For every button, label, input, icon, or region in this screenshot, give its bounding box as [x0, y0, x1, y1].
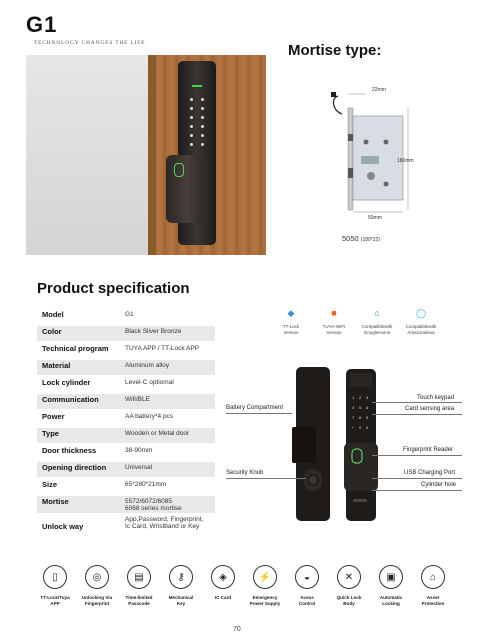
ic-card-icon: ◈	[211, 565, 235, 589]
spec-row	[37, 309, 215, 324]
spec-value	[125, 516, 203, 530]
tuya-wifi-icon: ■	[331, 308, 337, 318]
spec-row	[37, 326, 215, 341]
platform-label: Compatiblewith Amazonalexa	[405, 324, 437, 335]
lock-installed-photo	[26, 55, 266, 255]
phone-icon: ▯	[43, 565, 67, 589]
spec-row	[37, 343, 215, 358]
spec-label: Door thickness	[42, 446, 97, 455]
spec-label: Type	[42, 429, 59, 438]
callout-battery-line	[226, 413, 292, 414]
spec-value-line: G1	[125, 311, 134, 318]
spec-label: Size	[42, 480, 58, 489]
spec-row	[37, 360, 215, 375]
spec-value-line: Aluminum alloy	[125, 362, 170, 369]
fingerprint-icon: ◎	[85, 565, 109, 589]
platform-label: TUYA-WIFI Version	[322, 324, 346, 335]
callout-knob: Security Knob	[226, 470, 264, 476]
spec-value-line: App,Password, Fingerprint,	[125, 516, 204, 523]
feature-label: Unlocking Via Fingerprint	[81, 595, 113, 606]
feature-item	[371, 565, 411, 607]
callout-card-line	[372, 414, 462, 415]
callout-battery: Battery Compartment	[226, 405, 284, 411]
spec-label: Power	[42, 412, 65, 421]
feature-item	[329, 565, 369, 607]
spec-row	[37, 462, 215, 477]
spec-label: Material	[42, 361, 71, 370]
spec-value	[125, 447, 152, 454]
svg-text:3: 3	[366, 395, 369, 400]
callout-card: Card sensing area	[405, 406, 455, 412]
spec-value	[125, 396, 150, 403]
auto-lock-icon: ▣	[379, 565, 403, 589]
spec-value	[125, 464, 152, 471]
spec-label: Mortise	[42, 497, 69, 506]
spec-label: Opening direction	[42, 463, 107, 472]
mortise-size-label: 5050	[342, 234, 359, 243]
spec-value-line: 65*280*21mm	[125, 481, 167, 488]
spec-title: Product specification	[37, 280, 190, 297]
page-number: 70	[233, 626, 241, 633]
spec-value-line: Ic Card, Wristband or Key	[125, 523, 200, 530]
platform-item	[401, 305, 441, 335]
spec-label: Communication	[42, 395, 99, 404]
spec-value	[125, 345, 199, 352]
spec-value-line: TUYA APP / TT-Lock APP	[125, 345, 200, 352]
callout-fingerprint-line	[372, 455, 462, 456]
svg-text:1: 1	[352, 395, 355, 400]
feature-label: Quick Lock Body	[336, 595, 362, 606]
feature-label: Asset Protection	[421, 595, 445, 606]
feature-item	[413, 565, 453, 607]
spec-row	[37, 514, 215, 540]
platform-label: Compatiblewith GoogleHome	[361, 324, 393, 335]
brand-tagline: TECHNOLOGY CHANGES THE LIFE	[34, 40, 146, 46]
svg-text:6: 6	[366, 405, 369, 410]
feature-item	[203, 565, 243, 601]
mortise-dim-bottom: 50mm	[368, 215, 382, 221]
platform-label: TT-Lock Version	[282, 324, 300, 335]
callout-usb: USB Charging Port	[404, 470, 456, 476]
spec-label: Model	[42, 310, 64, 319]
feature-item	[161, 565, 201, 607]
spec-row	[37, 411, 215, 426]
spec-row	[37, 428, 215, 443]
feature-label: Mechanical Key	[168, 595, 194, 606]
callout-keypad: Touch keypad	[417, 395, 455, 401]
svg-text:8: 8	[359, 415, 362, 420]
spec-value	[125, 311, 134, 318]
spec-value-line: 38-90mm	[125, 447, 153, 454]
spec-label: Color	[42, 327, 62, 336]
callout-cylinder: Cylinder hole	[421, 482, 457, 488]
mortise-size-note: (180*22)	[360, 237, 380, 243]
spec-value	[125, 379, 174, 386]
callout-cylinder-line	[372, 490, 462, 491]
feature-label: IC Card	[214, 595, 232, 600]
spec-row	[37, 479, 215, 494]
spec-value	[125, 413, 173, 420]
callout-usb-line	[372, 478, 462, 479]
access-control-icon: ◒	[295, 565, 319, 589]
spec-value	[125, 328, 181, 335]
svg-text:#: #	[366, 425, 369, 430]
spec-value-line: Wooden or Metal door	[125, 430, 190, 437]
svg-text:5: 5	[359, 405, 362, 410]
svg-text:0: 0	[359, 425, 362, 430]
google-home-icon: ⌂	[374, 308, 380, 318]
feature-item	[245, 565, 285, 607]
svg-text:4: 4	[352, 405, 355, 410]
spec-value-line: Black Sliver Bronze	[125, 328, 182, 335]
callout-fingerprint: Fingerprint Reader	[403, 447, 454, 453]
spec-value-line: AA battery*4 pcs	[125, 413, 174, 420]
spec-value	[125, 362, 169, 369]
mortise-drawing	[326, 84, 416, 254]
mortise-dim-height: 180mm	[397, 158, 414, 164]
spec-label: Lock cylinder	[42, 378, 91, 387]
spec-value-line: 5572/6072/6085	[125, 498, 172, 505]
callout-keypad-line	[372, 402, 462, 403]
feature-item	[119, 565, 159, 607]
feature-label: Time-limited Passcode	[125, 595, 153, 606]
battery-icon: ⚡	[253, 565, 277, 589]
svg-text:2: 2	[359, 395, 362, 400]
feature-item	[287, 565, 327, 607]
svg-text:7: 7	[352, 415, 355, 420]
spec-value-line: Level-C optiomal	[125, 379, 174, 386]
feature-item	[77, 565, 117, 607]
spec-label: Unlock way	[42, 522, 84, 531]
spec-value	[125, 481, 166, 488]
feature-label: Acess Control	[298, 595, 316, 606]
spec-row	[37, 394, 215, 409]
feature-label: Automatic Locking	[379, 595, 403, 606]
quick-lock-icon: ✕	[337, 565, 361, 589]
svg-text:9: 9	[366, 415, 369, 420]
spec-value	[125, 498, 182, 512]
mortise-heading: Mortise type:	[288, 42, 382, 59]
spec-value	[125, 430, 189, 437]
spec-value-line: Universal	[125, 464, 153, 471]
mortise-dim-top: 22mm	[372, 87, 386, 93]
platform-item	[314, 305, 354, 335]
feature-label: Emergency Power Supply	[249, 595, 281, 606]
feature-label: TT-Lock/Tuya APP	[40, 595, 70, 606]
mortise-size	[342, 234, 380, 243]
spec-row	[37, 496, 215, 513]
spec-row	[37, 445, 215, 460]
spec-value-line: Wifi/BLE	[125, 396, 150, 403]
spec-row	[37, 377, 215, 392]
callout-knob-line	[226, 478, 306, 479]
platform-item	[271, 305, 311, 335]
model-title: G1	[26, 12, 58, 37]
key-icon: ⚷	[169, 565, 193, 589]
spec-value-line: 6068 series mortise	[125, 505, 182, 512]
asset-protection-icon: ⌂	[421, 565, 445, 589]
svg-text:*: *	[352, 425, 354, 430]
platform-item	[357, 305, 397, 335]
alexa-icon: ◯	[415, 307, 427, 318]
passcode-icon: ▤	[127, 565, 151, 589]
tt-lock-icon: ◆	[287, 307, 295, 318]
spec-label: Technical program	[42, 344, 109, 353]
feature-item	[35, 565, 75, 607]
